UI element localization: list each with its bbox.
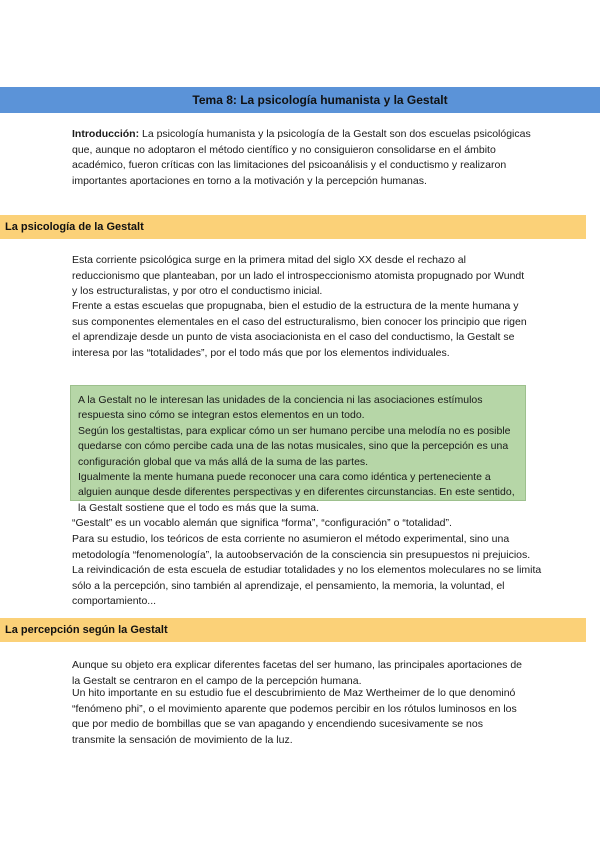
callout-line-2: Según los gestaltistas, para explicar cómo un ser humano percibe una melodía no es posible quedarse con cómo percibe cada una de las notas musicales, sino que la percepción es una configuración global que va más allá de la suma de las partes. bbox=[78, 424, 511, 468]
section-heading-bar-perception bbox=[0, 618, 586, 642]
callout-text bbox=[71, 386, 525, 516]
section-heading-perception: La percepción según la Gestalt bbox=[5, 624, 168, 636]
gestalt-paragraph-4: Para su estudio, los teóricos de esta corriente no asumieron el método experimental, sino una metodología “fenomenología”, la autoobservación de la consciencia sin presupuestos ni prejuicios. La reivindicación de esta escuela de estudiar totalidades y no los elementos moleculares no se limita sólo a la percepción, sino también al aprendizaje, el pensamiento, la memoria, la voluntad, el comportamiento... bbox=[72, 533, 542, 608]
document-title: Tema 8: La psicología humanista y la Gestalt bbox=[192, 93, 448, 107]
gestalt-paragraph-1: Esta corriente psicológica surge en la primera mitad del siglo XX desde el rechazo al reduccionismo que planteaban, por un lado el introspeccionismo atomista propugnado por Wundt y los estructuralistas, y por otro el conductismo inicial. bbox=[72, 254, 525, 298]
intro-label: Introducción: bbox=[72, 128, 140, 140]
section-heading-gestalt: La psicología de la Gestalt bbox=[5, 221, 144, 233]
callout-line-1: A la Gestalt no le interesan las unidades de la conciencia ni las asociaciones estímulos respuesta sino cómo se integran estos elementos en un todo. bbox=[78, 394, 483, 422]
document-title-bar bbox=[0, 87, 600, 113]
perception-paragraph-2: Un hito importante en su estudio fue el descubrimiento de Maz Wertheimer de lo que denominó “fenómeno phi”, o el movimiento aparente que podemos percibir en los rótulos luminosos en los que por medio de bombillas que se van apagando y encendiendo sucesivamente se nos transmite la sensación de movimiento de la luz. bbox=[72, 687, 517, 746]
gestalt-paragraph-2: Frente a estas escuelas que propugnaba, bien el estudio de la estructura de la mente humana y sus componentes elementales en el caso del estructuralismo, bien conocer los principio que rigen el aprendizaje desde un punto de vista asociacionista en el caso del conductismo, la Gestalt se interesa por las “totalidades”, por el todo más que por los elementos individuales. bbox=[72, 300, 527, 359]
gestalt-callout-box bbox=[70, 385, 526, 514]
gestalt-paragraph-3: “Gestalt” es un vocablo alemán que significa “forma”, “configuración” o “totalidad”. bbox=[72, 517, 452, 529]
section-heading-bar-gestalt bbox=[0, 215, 586, 239]
perception-paragraph-1: Aunque su objeto era explicar diferentes facetas del ser humano, las principales aportaciones de la Gestalt se centraron en el campo de la percepción humana. bbox=[72, 659, 523, 687]
intro-paragraph bbox=[72, 127, 542, 189]
intro-text: La psicología humanista y la psicología de la Gestalt son dos escuelas psicológicas que, aunque no adoptaron el método científico y no consiguieron consolidarse en el ámbito académico, fueron críticas con las limitaciones del psicoanálisis y el conductismo y realizaron importantes aportaciones en torno a la motivación y la percepción humanas. bbox=[72, 128, 531, 187]
callout-line-3: Igualmente la mente humana puede reconocer una cara como idéntica y perteneciente a alguien aunque desde diferentes perspectivas y en diferentes circunstancias. En este sentido, la Gestalt sostiene que el todo es más que la suma. bbox=[78, 471, 515, 514]
